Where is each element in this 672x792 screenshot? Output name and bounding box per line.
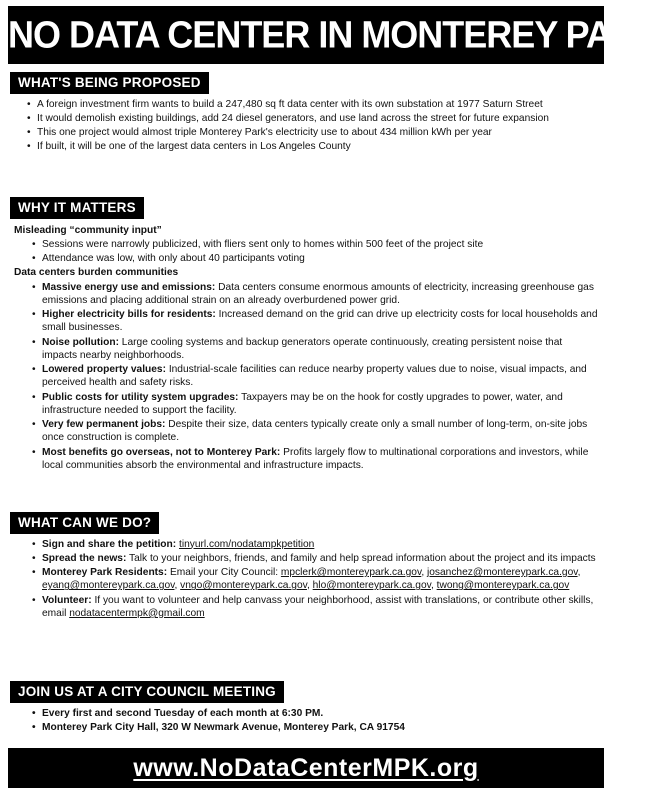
section-proposed [10,72,600,155]
website-footer [8,748,604,788]
item-text: Large cooling systems and backup generators operate continuously, creating persistent noise that impacts nearby neighborhoods. [42,336,563,361]
item-lead: Very few permanent jobs: [42,419,166,431]
item-text: Industrial-scale facilities can reduce nearby property values due to noise, visual impacts, and perceived health and safety risks. [42,364,587,389]
list-item: • This one project would almost triple Monterey Park's electricity use to about 434 million kWh per year [27,126,600,139]
item-lead: Monterey Park Residents: [42,567,168,579]
item-lead: Sign and share the petition: [42,538,177,550]
section-heading-meeting: JOIN US AT A CITY COUNCIL MEETING [10,681,284,703]
meeting-list [10,707,600,735]
subheading-burden: Data centers burden communities [14,267,179,279]
item-text: If you want to volunteer and help canvass your neighborhood, assist with translations, or contribute other skills, email [42,594,594,619]
list-item: • Every first and second Tuesday of each month at 6:30 PM. [32,707,600,720]
item-text: Profits largely flow to multinational corporations and investors, while local communities absorb the environmental and infrastructure impacts. [42,446,589,471]
item-text: Talk to your neighbors, friends, and family and help spread information about the project and its impacts [126,552,596,564]
community-input-list [10,238,600,266]
proposed-list [10,98,600,154]
item-text: Increased demand on the grid can drive up electricity costs for local households and small businesses. [42,309,598,334]
section-heading-todo: WHAT CAN WE DO? [10,512,159,534]
item-lead: Volunteer: [42,594,92,606]
section-heading-matters: WHY IT MATTERS [10,197,144,219]
todo-list [10,538,600,621]
list-item [32,336,600,363]
list-item: • Monterey Park City Hall, 320 W Newmark Avenue, Monterey Park, CA 91754 [32,721,600,734]
list-item [32,281,600,308]
section-matters [10,197,600,473]
list-item [32,552,600,565]
item-lead: Lowered property values: [42,364,166,376]
email-link[interactable]: twong@montereypark.ca.gov [436,580,570,592]
subheading-community-input: Misleading “community input” [14,224,162,236]
burden-list [10,281,600,473]
flyer-title: NO DATA CENTER IN MONTEREY PARK! [8,12,672,56]
petition-link[interactable]: tinyurl.com/nodatampkpetition [179,538,315,550]
list-item [32,391,600,418]
list-item: • Attendance was low, with only about 40 participants voting [32,252,600,265]
item-text: Taxpayers may be on the hook for costly upgrades to power, water, and infrastructure needed to support the facility. [42,391,563,416]
email-link[interactable]: vngo@montereypark.ca.gov [180,580,307,592]
item-lead: Most benefits go overseas, not to Monterey Park: [42,446,281,458]
section-heading-proposed: WHAT'S BEING PROPOSED [10,72,209,94]
list-item: • It would demolish existing buildings, add 24 diesel generators, and use land across the street for future expansion [27,112,600,125]
list-item [32,418,600,445]
item-lead: Higher electricity bills for residents: [42,309,216,321]
item-lead: Spread the news: [42,552,127,564]
list-item [32,308,600,335]
list-item [32,538,600,551]
list-item [32,446,600,473]
list-item: • If built, it will be one of the largest data centers in Los Angeles County [27,140,600,153]
flyer-title-banner [8,6,672,64]
section-meeting [10,681,600,735]
list-item [32,363,600,390]
volunteer-email-link[interactable]: nodatacentermpk@gmail.com [69,607,205,619]
email-link[interactable]: mpclerk@montereypark.ca.gov [280,567,422,579]
email-link[interactable]: eyang@montereypark.ca.gov [42,580,175,592]
item-lead: Noise pollution: [42,336,119,348]
item-text: Data centers consume enormous amounts of electricity, increasing greenhouse gas emissions and placing additional strain on an already overburdened power grid. [42,281,594,306]
list-item [32,594,600,621]
list-item: • Sessions were narrowly publicized, with fliers sent only to homes within 500 feet of the project site [32,238,600,251]
item-lead: Public costs for utility system upgrades: [42,391,239,403]
section-todo [10,512,600,621]
list-item: • Monterey Park Residents: Email your City Council: mpclerk@montereypark.ca.gov, josanchez@montereypark.ca.gov, eyang@montereypark.ca.gov, vngo@montereypark.ca.gov, hlo@montereypark.ca.gov, twong@montereypark.ca.gov [32,566,600,593]
email-link[interactable]: josanchez@montereypark.ca.gov [426,567,578,579]
item-text: Despite their size, data centers typically create only a small number of long-term, on-site jobs once construction is complete. [42,419,588,444]
website-link[interactable]: www.NoDataCenterMPK.org [133,754,479,782]
list-item: • A foreign investment firm wants to build a 247,480 sq ft data center with its own substation at 1977 Saturn Street [27,98,600,111]
item-text: Email your City Council: [167,567,281,579]
item-lead: Massive energy use and emissions: [42,281,216,293]
email-link[interactable]: hlo@montereypark.ca.gov [312,580,431,592]
